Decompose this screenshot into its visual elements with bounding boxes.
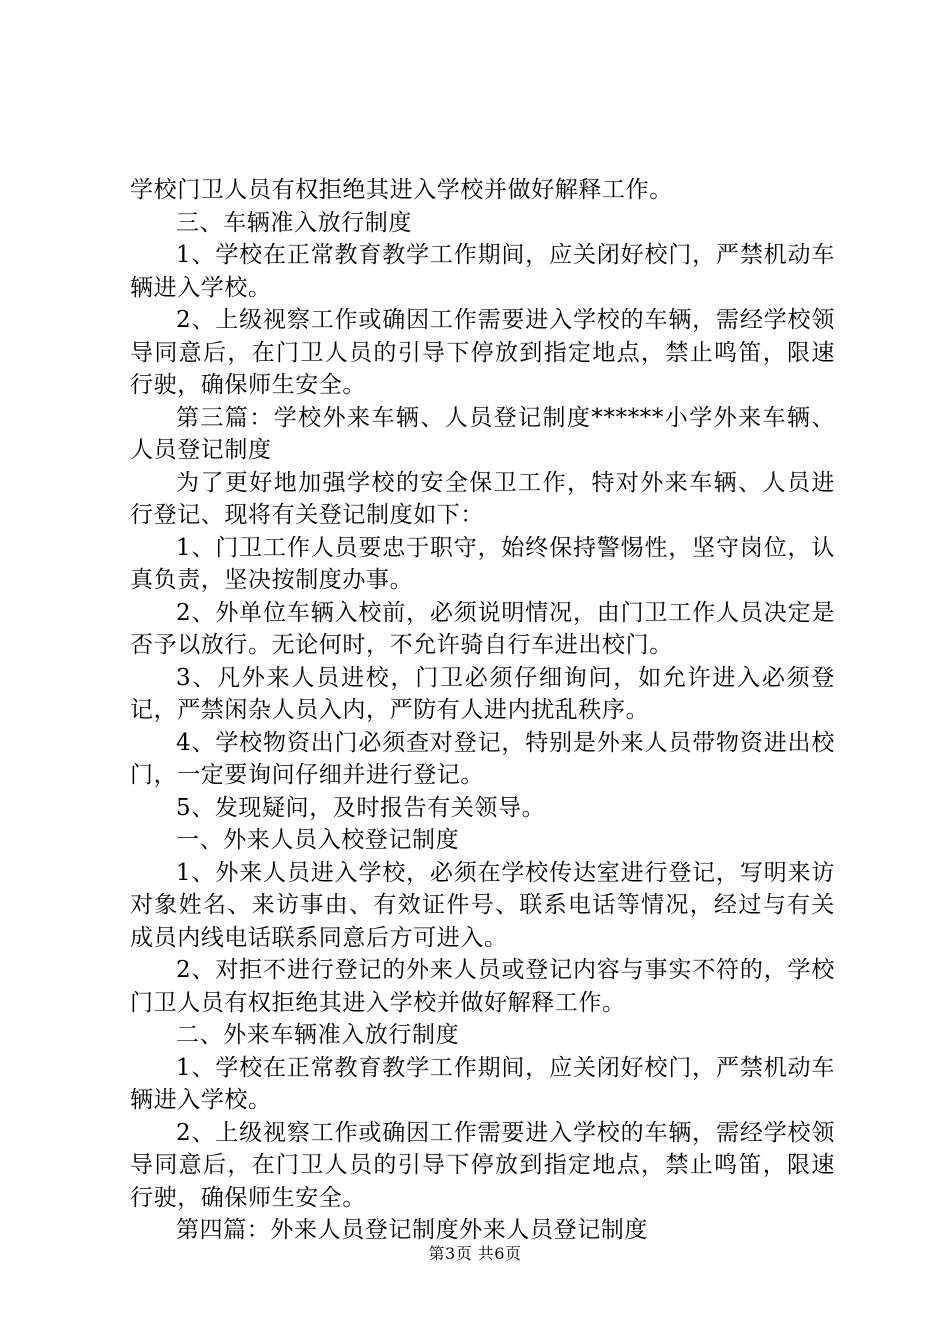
paragraph: 3、凡外来人员进校，门卫必须仔细询问，如允许进入必须登记，严禁闲杂人员入内，严防有人进内扰乱秩序。 bbox=[130, 664, 835, 723]
paragraph: 1、学校在正常教育教学工作期间，应关闭好校门，严禁机动车辆进入学校。 bbox=[130, 242, 835, 301]
paragraph: 2、上级视察工作或确因工作需要进入学校的车辆，需经学校领导同意后，在门卫人员的引导下停放到指定地点，禁止鸣笛，限速行驶，确保师生安全。 bbox=[130, 1119, 835, 1211]
page-number-label: 第3页 共6页 bbox=[428, 1244, 522, 1263]
paragraph: 1、外来人员进入学校，必须在学校传达室进行登记，写明来访对象姓名、来访事由、有效证件号、联系电话等情况，经过与有关成员内线电话联系同意后方可进入。 bbox=[130, 859, 835, 951]
page-footer bbox=[0, 1244, 950, 1264]
paragraph: 学校门卫人员有权拒绝其进入学校并做好解释工作。 bbox=[130, 177, 673, 203]
paragraph: 1、学校在正常教育教学工作期间，应关闭好校门，严禁机动车辆进入学校。 bbox=[130, 1054, 835, 1113]
section-heading: 三、车辆准入放行制度 bbox=[176, 209, 412, 236]
section-heading: 二、外来车辆准入放行制度 bbox=[176, 1022, 460, 1048]
chapter-heading: 第三篇：学校外来车辆、人员登记制度******小学外来车辆、人员登记制度 bbox=[130, 404, 835, 463]
paragraph: 2、上级视察工作或确因工作需要进入学校的车辆，需经学校领导同意后，在门卫人员的引导下停放到指定地点，禁止鸣笛，限速行驶，确保师生安全。 bbox=[130, 307, 835, 398]
document-body bbox=[130, 174, 835, 1247]
paragraph: 1、门卫工作人员要忠于职守，始终保持警惕性，坚守岗位，认真负责，坚决按制度办事。 bbox=[130, 534, 835, 593]
paragraph: 5、发现疑问，及时报告有关领导。 bbox=[176, 794, 546, 821]
chapter-heading: 第四篇：外来人员登记制度外来人员登记制度 bbox=[176, 1217, 648, 1243]
paragraph: 2、外单位车辆入校前，必须说明情况，由门卫工作人员决定是否予以放行。无论何时，不允许骑自行车进出校门。 bbox=[130, 599, 835, 658]
paragraph: 2、对拒不进行登记的外来人员或登记内容与事实不符的，学校门卫人员有权拒绝其进入学校并做好解释工作。 bbox=[130, 957, 835, 1016]
paragraph: 为了更好地加强学校的安全保卫工作，特对外来车辆、人员进行登记、现将有关登记制度如下： bbox=[130, 469, 835, 528]
paragraph: 4、学校物资出门必须查对登记，特别是外来人员带物资进出校门，一定要询问仔细并进行登记。 bbox=[130, 729, 835, 788]
section-heading: 一、外来人员入校登记制度 bbox=[176, 827, 460, 853]
